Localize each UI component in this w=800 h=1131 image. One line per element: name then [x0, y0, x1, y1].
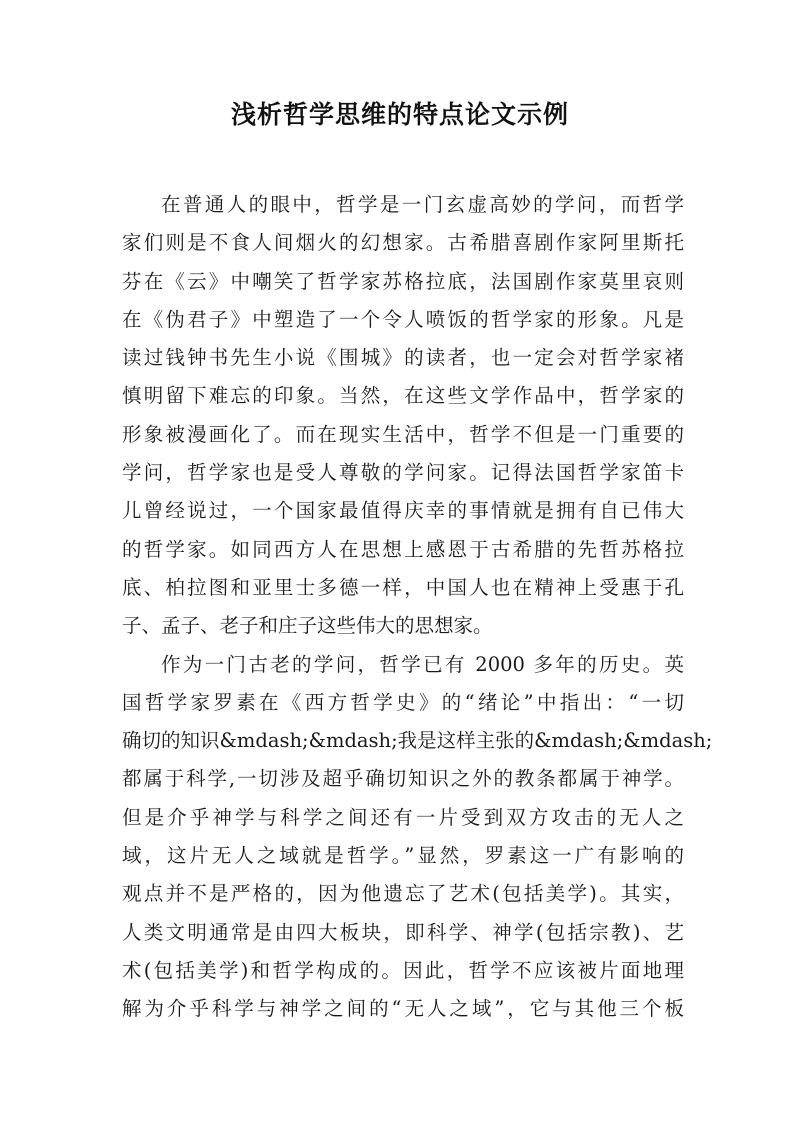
- text-line: 儿曾经说过，一个国家最值得庆幸的事情就是拥有自已伟大: [122, 499, 684, 523]
- text-line: 读过钱钟书先生小说《围城》的读者，也一定会对哲学家褚: [122, 346, 684, 370]
- text-line: 确切的知识&mdash;&mdash;我是这样主张的&mdash;&mdash;: [122, 729, 713, 753]
- text-line: 但是介乎神学与科学之间还有一片受到双方攻击的无人之: [122, 805, 684, 829]
- text-line: 作为一门古老的学问，哲学已有 2000 多年的历史。英: [161, 652, 684, 676]
- text-line: 在《伪君子》中塑造了一个令人喷饭的哲学家的形象。凡是: [122, 307, 684, 331]
- text-line: 在普通人的眼中，哲学是一门玄虚高妙的学问，而哲学: [161, 193, 684, 216]
- paragraph-2: [122, 646, 713, 1029]
- text-line: 都属于科学,一切涉及超乎确切知识之外的教条都属于神学。: [122, 767, 684, 791]
- text-line: 国哲学家罗素在《西方哲学史》的“绪论”中指出：“一切: [122, 690, 684, 714]
- text-line: 域，这片无人之域就是哲学。”显然，罗素这一广有影响的: [122, 844, 684, 868]
- document-title: 浅析哲学思维的特点论文示例: [230, 100, 569, 129]
- text-line: 观点并不是严格的，因为他遗忘了艺术(包括美学)。其实，: [122, 882, 684, 906]
- text-line: 底、柏拉图和亚里士多德一样，中国人也在精神上受惠于孔: [122, 575, 684, 599]
- text-line: 形象被漫画化了。而在现实生活中，哲学不但是一门重要的: [122, 422, 684, 446]
- text-line: 家们则是不食人间烟火的幻想家。古希腊喜剧作家阿里斯托: [122, 231, 684, 255]
- text-line: 学问，哲学家也是受人尊敬的学问家。记得法国哲学家笛卡: [122, 461, 684, 485]
- text-line: 芬在《云》中嘲笑了哲学家苏格拉底，法国剧作家莫里哀则: [122, 269, 684, 293]
- text-line: 解为介乎科学与神学之间的“无人之域”，它与其他三个板: [122, 997, 684, 1021]
- text-line: 人类文明通常是由四大板块，即科学、神学(包括宗教)、艺: [122, 920, 684, 944]
- text-line: 的哲学家。如同西方人在思想上感恩于古希腊的先哲苏格拉: [122, 537, 684, 561]
- text-line: 慎明留下难忘的印象。当然，在这些文学作品中，哲学家的: [122, 384, 684, 408]
- paragraph-1: [122, 186, 684, 646]
- text-line: 子、孟子、老子和庄子这些伟大的思想家。: [122, 614, 493, 638]
- document-body: [122, 186, 713, 1029]
- text-line: 术(包括美学)和哲学构成的。因此，哲学不应该被片面地理: [122, 958, 684, 982]
